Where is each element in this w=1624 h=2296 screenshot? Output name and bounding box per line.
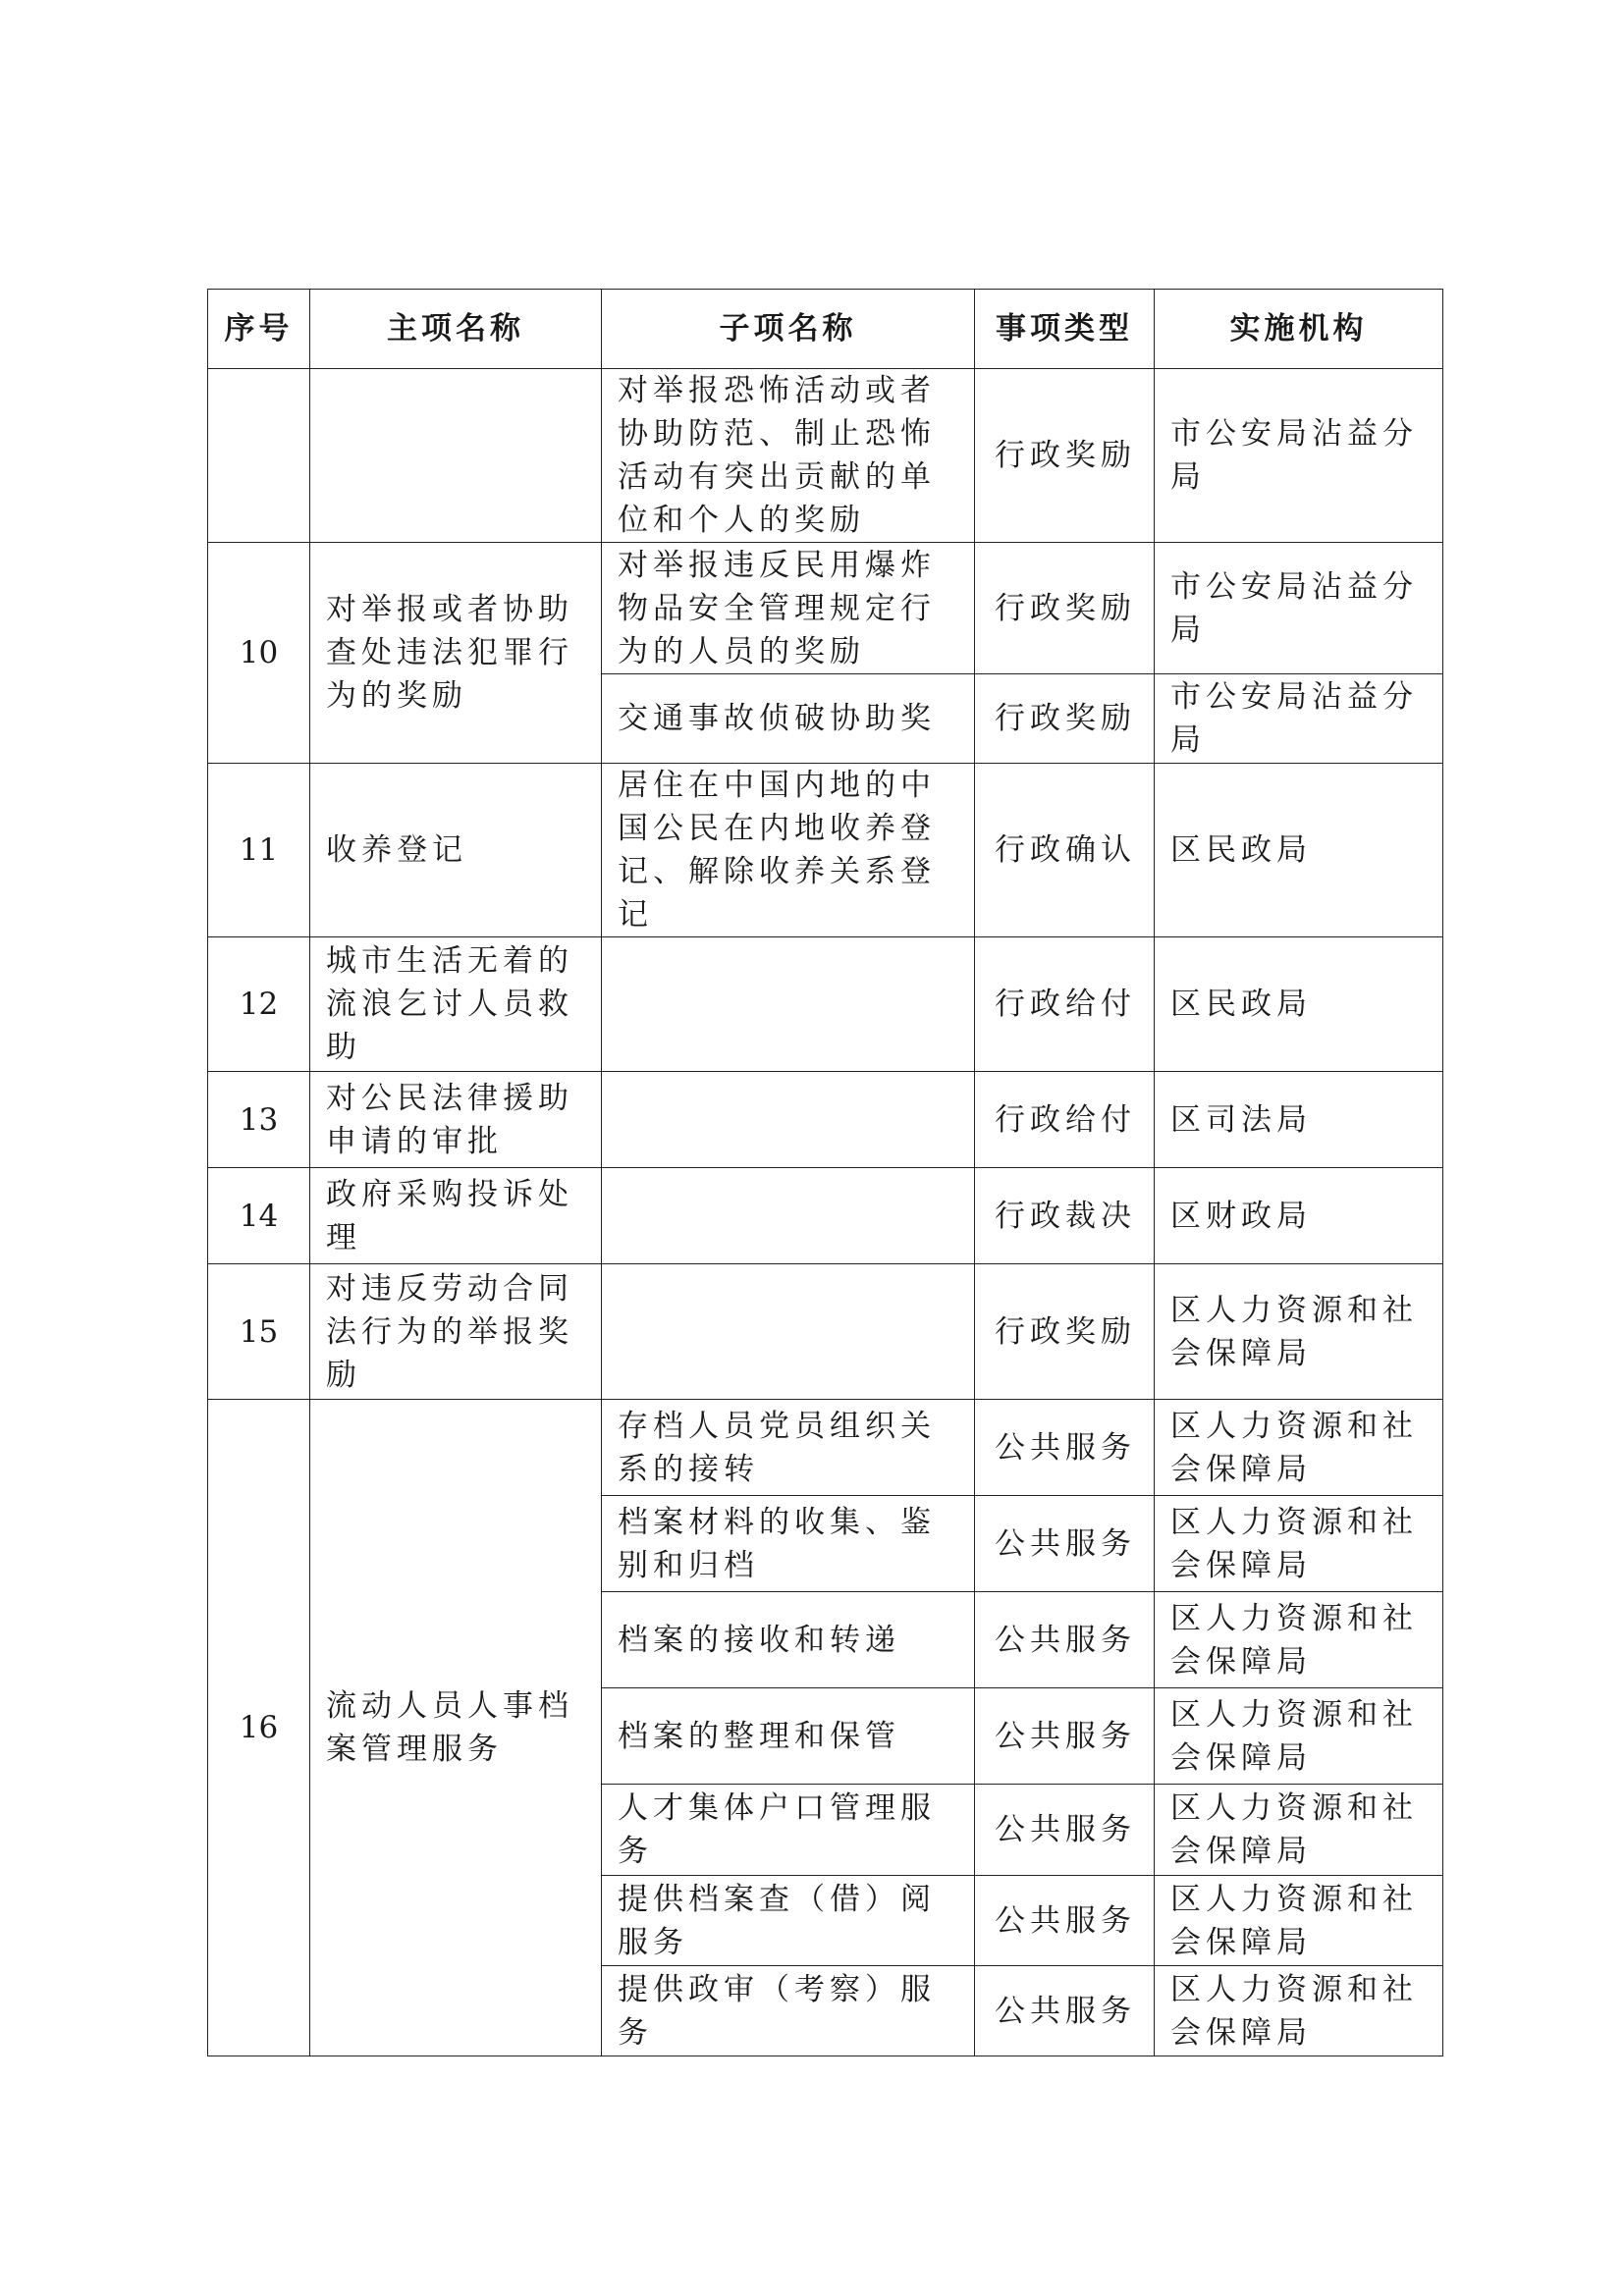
type-cell: 行政确认: [975, 764, 1155, 937]
seq-cell: 11: [208, 764, 310, 937]
org-cell: 市公安局沾益分局: [1155, 369, 1443, 543]
type-cell: 公共服务: [975, 1876, 1155, 1966]
sub-item-cell: 档案的整理和保管: [602, 1688, 975, 1785]
main-item-cell: [310, 369, 602, 543]
org-cell: 区人力资源和社会保障局: [1155, 1592, 1443, 1688]
org-cell: 区人力资源和社会保障局: [1155, 1496, 1443, 1592]
main-item-cell: 城市生活无着的流浪乞讨人员救助: [310, 937, 602, 1072]
header-type: 事项类型: [975, 290, 1155, 369]
seq-cell: 16: [208, 1400, 310, 2056]
type-cell: 公共服务: [975, 1785, 1155, 1876]
table-row: [208, 1072, 1443, 1168]
header-row: [208, 290, 1443, 369]
sub-item-cell: 居住在中国内地的中国公民在内地收养登记、解除收养关系登记: [602, 764, 975, 937]
org-cell: 区人力资源和社会保障局: [1155, 1876, 1443, 1966]
type-cell: 行政奖励: [975, 369, 1155, 543]
seq-cell: 10: [208, 543, 310, 764]
org-cell: 区司法局: [1155, 1072, 1443, 1168]
seq-cell: 14: [208, 1168, 310, 1264]
org-cell: 区民政局: [1155, 764, 1443, 937]
sub-item-cell: 存档人员党员组织关系的接转: [602, 1400, 975, 1496]
matters-table: [207, 289, 1443, 2056]
type-cell: 行政裁决: [975, 1168, 1155, 1264]
type-cell: 行政奖励: [975, 674, 1155, 764]
type-cell: 行政奖励: [975, 1264, 1155, 1400]
type-cell: 行政奖励: [975, 543, 1155, 674]
table-row: [208, 764, 1443, 937]
org-cell: 区人力资源和社会保障局: [1155, 1400, 1443, 1496]
header-main-item: 主项名称: [310, 290, 602, 369]
main-item-cell: 收养登记: [310, 764, 602, 937]
main-item-cell: 对违反劳动合同法行为的举报奖励: [310, 1264, 602, 1400]
main-item-cell: 流动人员人事档案管理服务: [310, 1400, 602, 2056]
main-item-cell: 政府采购投诉处理: [310, 1168, 602, 1264]
type-cell: 行政给付: [975, 937, 1155, 1072]
org-cell: 区人力资源和社会保障局: [1155, 1264, 1443, 1400]
seq-cell: 13: [208, 1072, 310, 1168]
sub-item-cell: 交通事故侦破协助奖: [602, 674, 975, 764]
table-row: [208, 543, 1443, 674]
type-cell: 公共服务: [975, 1496, 1155, 1592]
sub-item-cell: 提供政审（考察）服务: [602, 1966, 975, 2056]
header-seq: 序号: [208, 290, 310, 369]
type-cell: 公共服务: [975, 1688, 1155, 1785]
org-cell: 区人力资源和社会保障局: [1155, 1785, 1443, 1876]
sub-item-cell: [602, 1168, 975, 1264]
main-item-cell: 对举报或者协助查处违法犯罪行为的奖励: [310, 543, 602, 764]
header-org: 实施机构: [1155, 290, 1443, 369]
sub-item-cell: [602, 1072, 975, 1168]
sub-item-cell: [602, 937, 975, 1072]
main-item-cell: 对公民法律援助申请的审批: [310, 1072, 602, 1168]
sub-item-cell: 提供档案查（借）阅服务: [602, 1876, 975, 1966]
type-cell: 公共服务: [975, 1592, 1155, 1688]
table-row: [208, 1168, 1443, 1264]
sub-item-cell: 档案的接收和转递: [602, 1592, 975, 1688]
org-cell: 市公安局沾益分局: [1155, 543, 1443, 674]
table-row: [208, 937, 1443, 1072]
header-sub-item: 子项名称: [602, 290, 975, 369]
sub-item-cell: 对举报恐怖活动或者协助防范、制止恐怖活动有突出贡献的单位和个人的奖励: [602, 369, 975, 543]
type-cell: 公共服务: [975, 1966, 1155, 2056]
seq-cell: 15: [208, 1264, 310, 1400]
sub-item-cell: 档案材料的收集、鉴别和归档: [602, 1496, 975, 1592]
type-cell: 行政给付: [975, 1072, 1155, 1168]
org-cell: 区财政局: [1155, 1168, 1443, 1264]
sub-item-cell: 人才集体户口管理服务: [602, 1785, 975, 1876]
seq-cell: [208, 369, 310, 543]
table-row: [208, 1400, 1443, 1496]
sub-item-cell: [602, 1264, 975, 1400]
table-row: [208, 369, 1443, 543]
org-cell: 区人力资源和社会保障局: [1155, 1966, 1443, 2056]
org-cell: 市公安局沾益分局: [1155, 674, 1443, 764]
seq-cell: 12: [208, 937, 310, 1072]
type-cell: 公共服务: [975, 1400, 1155, 1496]
sub-item-cell: 对举报违反民用爆炸物品安全管理规定行为的人员的奖励: [602, 543, 975, 674]
org-cell: 区民政局: [1155, 937, 1443, 1072]
org-cell: 区人力资源和社会保障局: [1155, 1688, 1443, 1785]
table-row: [208, 1264, 1443, 1400]
